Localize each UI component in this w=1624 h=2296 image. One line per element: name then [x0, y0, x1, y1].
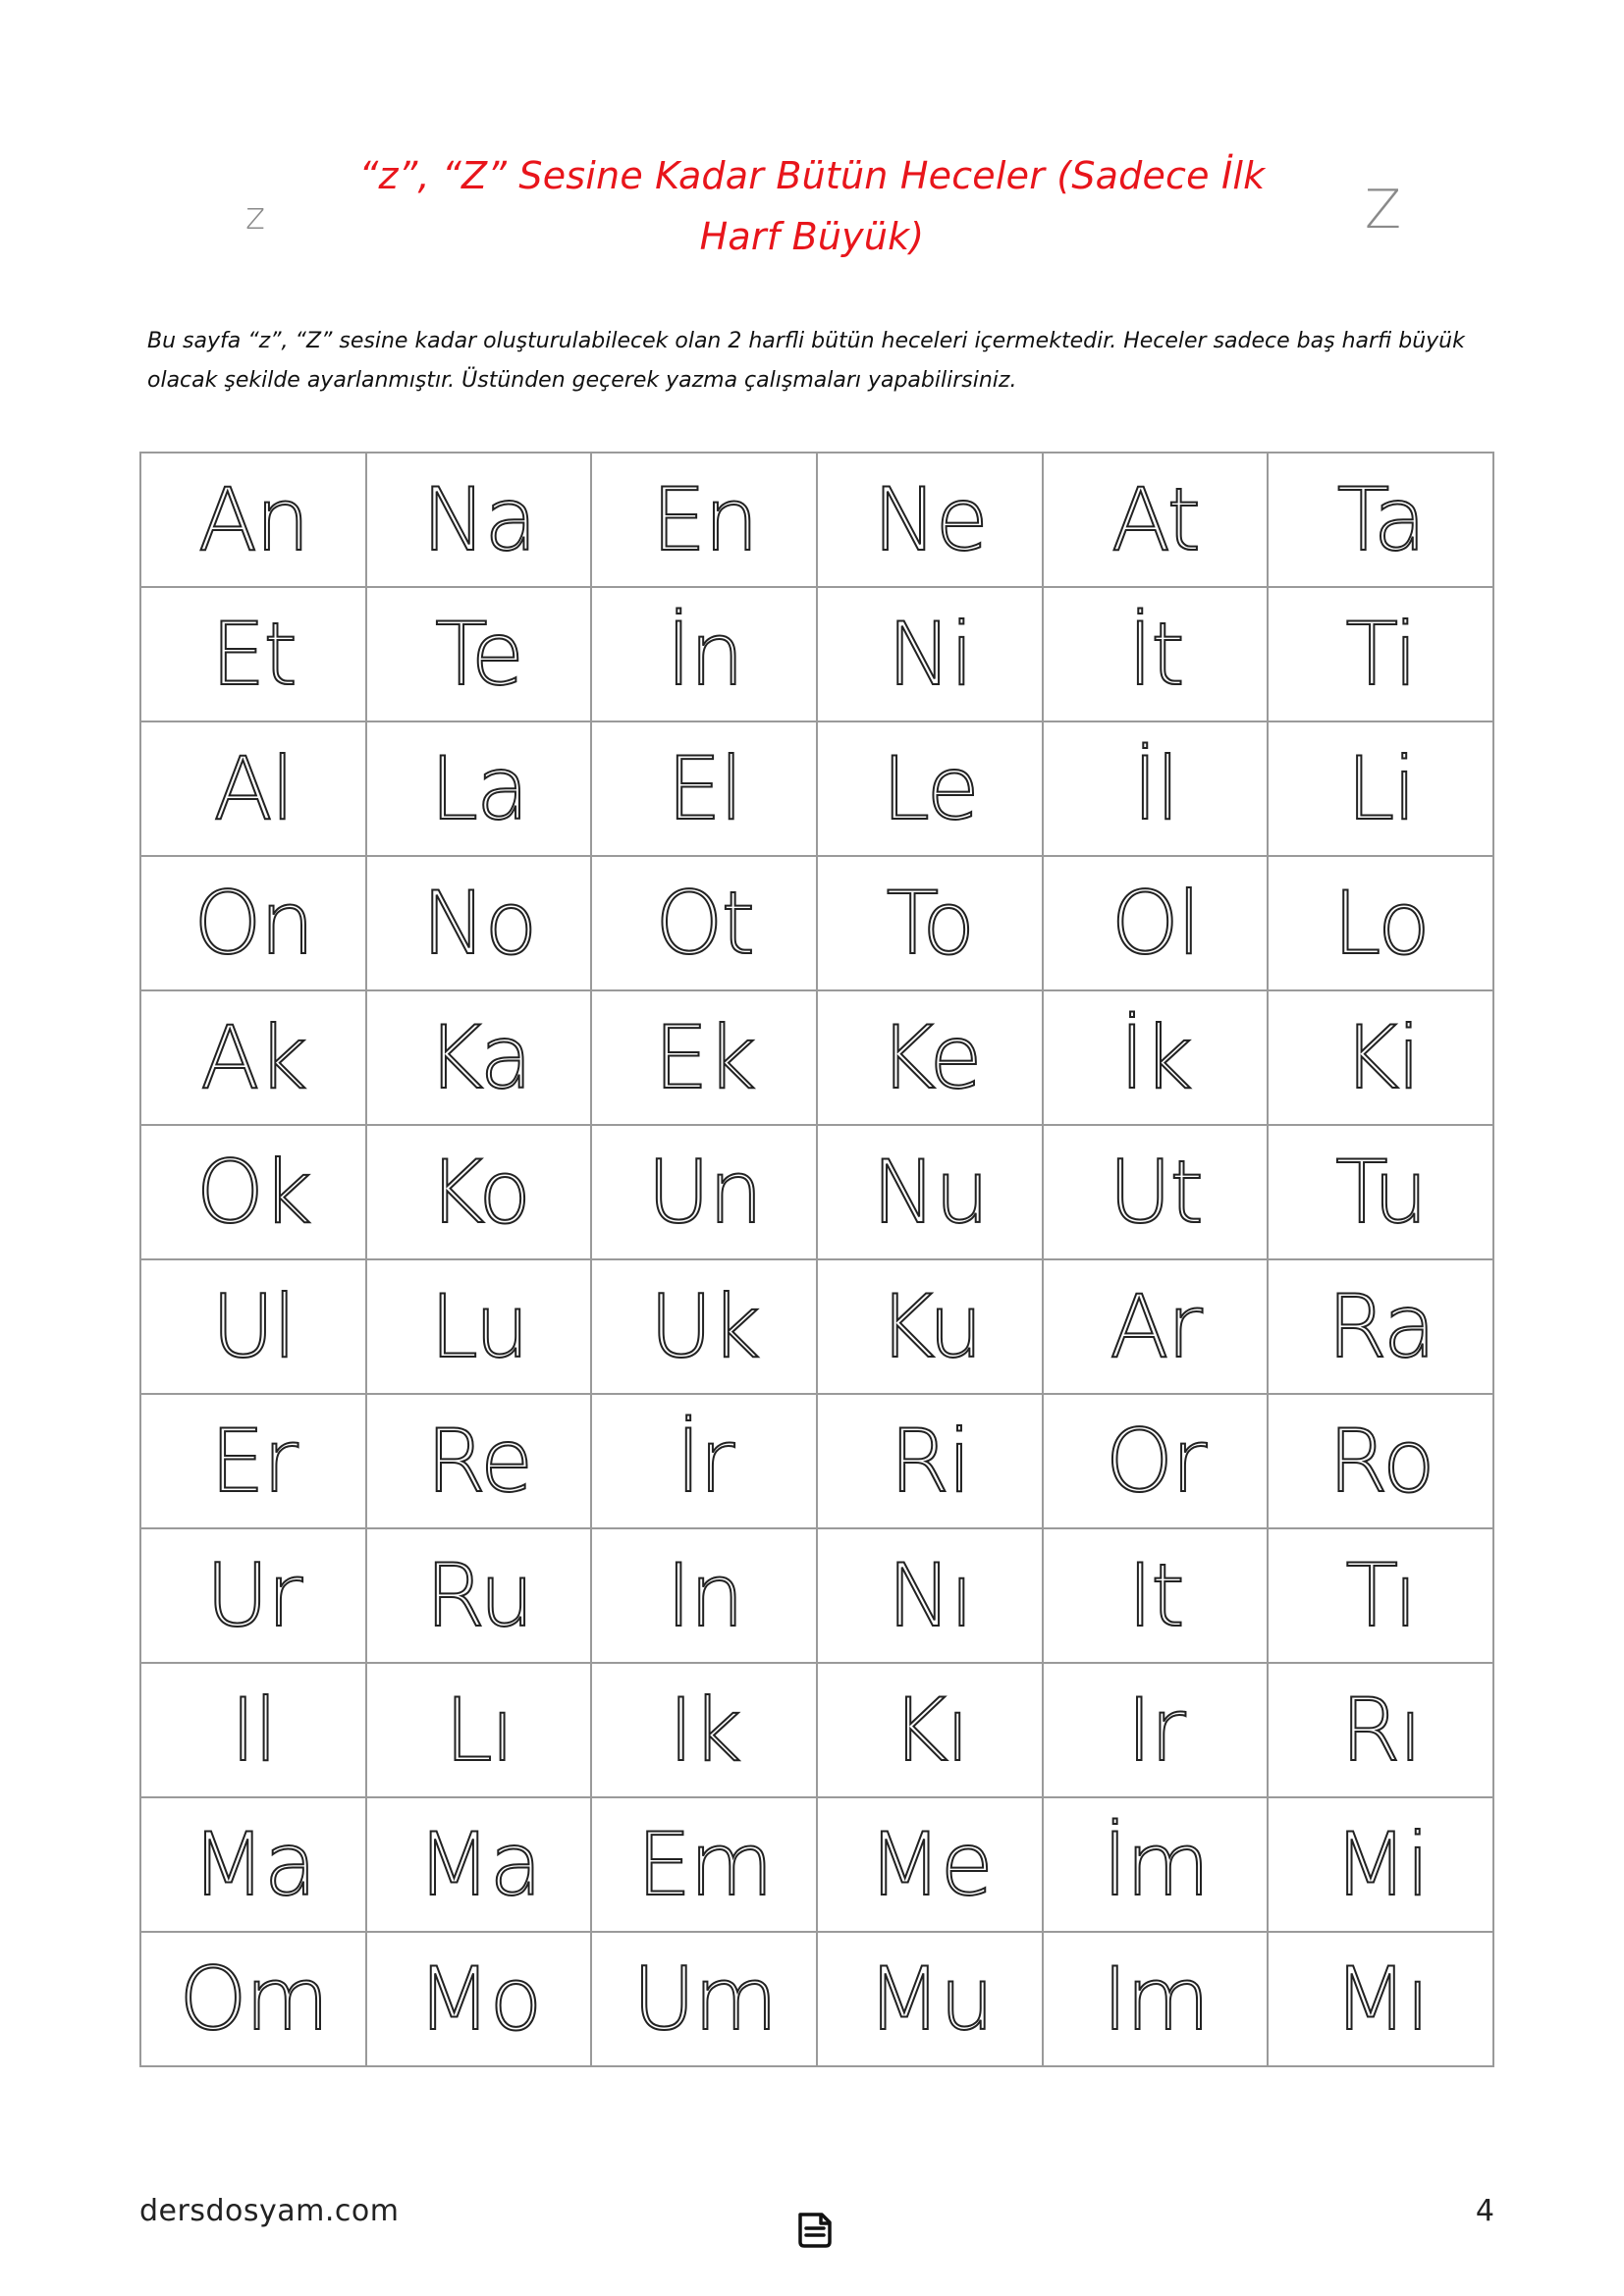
- syllable-text: İn: [666, 603, 742, 705]
- grid-cell: [1043, 1528, 1269, 1663]
- syllable-text: Em: [636, 1813, 772, 1915]
- syllable-text: Un: [647, 1141, 762, 1243]
- grid-cell: [1043, 1125, 1269, 1259]
- syllable-text: Il: [230, 1679, 277, 1781]
- grid-row: [140, 587, 1493, 721]
- grid-cell: [1268, 1932, 1493, 2066]
- syllable-text: In: [666, 1544, 742, 1646]
- grid-row: [140, 1528, 1493, 1663]
- syllable-text: To: [886, 872, 974, 974]
- grid-cell: [591, 1932, 817, 2066]
- syllable-text: Ro: [1327, 1410, 1434, 1512]
- grid-cell: [817, 1797, 1043, 1932]
- syllable-text: Ak: [200, 1006, 306, 1108]
- syllable-text: Ot: [655, 872, 754, 974]
- grid-cell: [817, 1125, 1043, 1259]
- syllable-text: Om: [179, 1948, 328, 2050]
- syllable-text: Ra: [1326, 1275, 1435, 1377]
- syllable-text: Et: [210, 603, 296, 705]
- grid-cell: [1268, 990, 1493, 1125]
- grid-cell: [366, 1528, 592, 1663]
- grid-cell: [140, 856, 366, 990]
- syllable-text: Ma: [416, 1813, 541, 1915]
- syllable-text: Kı: [891, 1679, 968, 1781]
- syllable-text: It: [1127, 1544, 1183, 1646]
- grid-cell: [1268, 1797, 1493, 1932]
- syllable-text: Lo: [1332, 872, 1429, 974]
- syllable-text: La: [430, 737, 527, 839]
- grid-cell: [591, 1394, 817, 1528]
- syllable-text: Ir: [1126, 1679, 1184, 1781]
- grid-cell: [591, 721, 817, 856]
- grid-cell: [1268, 1125, 1493, 1259]
- syllable-text: Ka: [426, 1006, 531, 1108]
- grid-cell: [591, 1797, 817, 1932]
- syllable-text: El: [667, 737, 742, 839]
- syllable-text: On: [193, 872, 313, 974]
- intro-line-1: Bu sayfa “z”, “Z” sesine kadar oluşturulabilecek olan 2 harfli bütün heceleri içermektedir. Heceler sadece baş harfi büyük: [147, 329, 1465, 353]
- syllable-text: Lı: [444, 1679, 514, 1781]
- grid-cell: [140, 721, 366, 856]
- grid-cell: [591, 1663, 817, 1797]
- syllable-text: İt: [1127, 603, 1183, 705]
- grid-cell: [140, 1394, 366, 1528]
- syllable-text: Nı: [887, 1544, 972, 1646]
- syllable-text: İm: [1102, 1813, 1209, 1915]
- grid-cell: [1268, 721, 1493, 856]
- syllable-text: Ik: [668, 1679, 740, 1781]
- syllable-text: Ok: [195, 1141, 310, 1243]
- syllable-text: Ti: [1345, 603, 1416, 705]
- grid-cell: [1268, 587, 1493, 721]
- grid-cell: [1268, 1528, 1493, 1663]
- document-lines-icon: [792, 2209, 836, 2252]
- intro-paragraph: [147, 322, 1502, 400]
- intro-line-2: olacak şekilde ayarlanmıştır. Üstünden geçerek yazma çalışmaları yapabilirsiniz.: [147, 368, 1017, 393]
- grid-cell: [140, 1125, 366, 1259]
- syllable-text: Tu: [1335, 1141, 1427, 1243]
- grid-cell: [140, 1797, 366, 1932]
- grid-cell: [366, 721, 592, 856]
- grid-cell: [366, 856, 592, 990]
- syllable-text: Me: [867, 1813, 992, 1915]
- grid-cell: [591, 1259, 817, 1394]
- grid-cell: [817, 1932, 1043, 2066]
- syllable-text: Re: [425, 1410, 532, 1512]
- syllable-text: Ru: [425, 1544, 532, 1646]
- syllable-text: Ul: [211, 1275, 296, 1377]
- grid-cell: [366, 1932, 592, 2066]
- grid-row: [140, 453, 1493, 587]
- footer-site-name: dersdosyam.com: [139, 2194, 400, 2228]
- grid-row: [140, 990, 1493, 1125]
- grid-cell: [140, 990, 366, 1125]
- grid-cell: [1268, 1663, 1493, 1797]
- syllable-text: An: [197, 468, 308, 570]
- grid-cell: [817, 856, 1043, 990]
- syllable-text: Ki: [1342, 1006, 1420, 1108]
- syllable-text: Ma: [190, 1813, 315, 1915]
- syllable-text: Ol: [1110, 872, 1200, 974]
- grid-cell: [140, 1663, 366, 1797]
- page-number: 4: [1475, 2194, 1494, 2228]
- grid-cell: [1043, 990, 1269, 1125]
- syllable-text: Ur: [205, 1544, 301, 1646]
- syllable-text: Mu: [866, 1948, 993, 2050]
- syllable-text: Ri: [890, 1410, 970, 1512]
- page-title-line-2: Harf Büyük): [699, 215, 925, 258]
- grid-cell: [1043, 587, 1269, 721]
- syllable-text: Li: [1346, 737, 1415, 839]
- grid-row: [140, 1932, 1493, 2066]
- grid-cell: [817, 1259, 1043, 1394]
- grid-cell: [591, 990, 817, 1125]
- grid-cell: [140, 453, 366, 587]
- grid-cell: [366, 1663, 592, 1797]
- grid-cell: [140, 1932, 366, 2066]
- syllable-text: Rı: [1340, 1679, 1421, 1781]
- grid-cell: [366, 1394, 592, 1528]
- grid-cell: [817, 1528, 1043, 1663]
- grid-row: [140, 1125, 1493, 1259]
- syllable-text: Ek: [653, 1006, 755, 1108]
- syllable-text: Le: [881, 737, 978, 839]
- grid-cell: [591, 856, 817, 990]
- grid-row: [140, 1797, 1493, 1932]
- syllable-text: Al: [213, 737, 294, 839]
- syllable-text: Um: [632, 1948, 777, 2050]
- syllable-text: Tı: [1345, 1544, 1416, 1646]
- syllable-text: Ke: [879, 1006, 981, 1108]
- syllable-text: Im: [1102, 1948, 1209, 2050]
- grid-cell: [366, 990, 592, 1125]
- page-title: [334, 145, 1290, 267]
- grid-cell: [1268, 1394, 1493, 1528]
- syllable-text: Ku: [878, 1275, 982, 1377]
- grid-cell: [1043, 1259, 1269, 1394]
- grid-cell: [1268, 453, 1493, 587]
- grid-cell: [1268, 1259, 1493, 1394]
- grid-cell: [817, 1394, 1043, 1528]
- grid-cell: [591, 1528, 817, 1663]
- grid-row: [140, 1394, 1493, 1528]
- syllable-text: Ko: [427, 1141, 530, 1243]
- syllable-text: Te: [435, 603, 522, 705]
- syllable-text: No: [421, 872, 536, 974]
- grid-cell: [817, 721, 1043, 856]
- syllable-text: Or: [1105, 1410, 1206, 1512]
- syllable-text: Lu: [429, 1275, 528, 1377]
- syllable-text: Ar: [1110, 1275, 1201, 1377]
- page-title-line-1: “z”, “Z” Sesine Kadar Bütün Heceler (Sadece İlk: [358, 154, 1266, 197]
- grid-row: [140, 1663, 1493, 1797]
- grid-cell: [1043, 1663, 1269, 1797]
- grid-row: [140, 1259, 1493, 1394]
- syllable-text: Mo: [416, 1948, 541, 2050]
- syllable-grid: [139, 452, 1494, 2067]
- syllable-text: Uk: [649, 1275, 759, 1377]
- grid-cell: [1043, 1932, 1269, 2066]
- syllable-text: Ut: [1108, 1141, 1202, 1243]
- grid-cell: [1043, 1394, 1269, 1528]
- grid-cell: [140, 587, 366, 721]
- grid-cell: [817, 990, 1043, 1125]
- syllable-grid-body: [140, 453, 1493, 2066]
- grid-cell: [817, 587, 1043, 721]
- grid-cell: [591, 587, 817, 721]
- syllable-text: Er: [209, 1410, 297, 1512]
- corner-letter-lowercase: z: [245, 194, 265, 238]
- grid-cell: [1268, 856, 1493, 990]
- syllable-text: İr: [676, 1410, 733, 1512]
- syllable-text: Ne: [872, 468, 987, 570]
- corner-letter-uppercase: Z: [1365, 179, 1401, 240]
- grid-cell: [140, 1528, 366, 1663]
- syllable-text: Ta: [1336, 468, 1425, 570]
- syllable-text: Na: [421, 468, 536, 570]
- grid-cell: [1043, 721, 1269, 856]
- grid-cell: [366, 1797, 592, 1932]
- grid-cell: [366, 453, 592, 587]
- grid-row: [140, 721, 1493, 856]
- syllable-text: İk: [1118, 1006, 1191, 1108]
- syllable-text: Ni: [887, 603, 972, 705]
- syllable-text: İl: [1132, 737, 1178, 839]
- grid-cell: [366, 1259, 592, 1394]
- syllable-text: En: [651, 468, 757, 570]
- grid-cell: [817, 1663, 1043, 1797]
- grid-cell: [1043, 453, 1269, 587]
- syllable-text: Mı: [1332, 1948, 1429, 2050]
- grid-cell: [1043, 856, 1269, 990]
- syllable-text: Nu: [871, 1141, 988, 1243]
- syllable-text: Mi: [1332, 1813, 1429, 1915]
- grid-cell: [366, 587, 592, 721]
- grid-cell: [591, 453, 817, 587]
- grid-cell: [1043, 1797, 1269, 1932]
- syllable-text: At: [1110, 468, 1200, 570]
- grid-cell: [591, 1125, 817, 1259]
- grid-cell: [140, 1259, 366, 1394]
- grid-cell: [817, 453, 1043, 587]
- grid-row: [140, 856, 1493, 990]
- grid-cell: [366, 1125, 592, 1259]
